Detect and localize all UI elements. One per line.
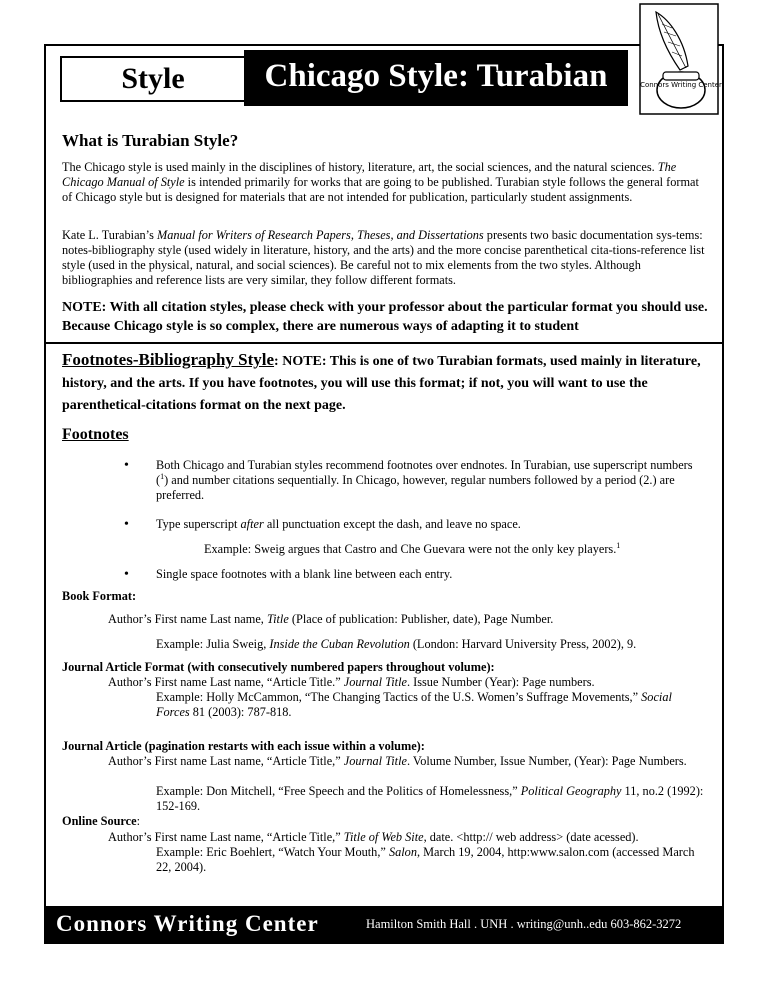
intro-heading: What is Turabian Style? — [62, 131, 239, 150]
style-label-box — [60, 56, 246, 102]
book-format-example: Example: Julia Sweig, Inside the Cuban Revolution (London: Harvard University Press, 2002), 9. — [156, 637, 637, 651]
book-format-pattern: Author’s First name Last name, Title (Place of publication: Publisher, date), Page Number. — [108, 612, 554, 626]
journal-consecutive-pattern: Author’s First name Last name, “Article Title.” Journal Title. Issue Number (Year): Page numbers. — [108, 675, 595, 689]
footnotes-list-2 — [134, 517, 704, 532]
intro-note: NOTE: With all citation styles, please check with your professor about the particular format you should use. Because Chicago style is so complex, there are numerous ways of adapting it to student — [62, 300, 708, 334]
footer-contact: Hamilton Smith Hall . UNH . writing@unh..edu 603-862-3272 — [366, 917, 682, 931]
fb-note: : NOTE: This is one of two Turabian formats, used mainly in literature, history, and the arts. If you have footnotes, you will use this format; if not, you will want to use the parenthetical-citations format on the next page. — [62, 354, 701, 413]
fb-section-title — [62, 349, 710, 417]
style-label: Style — [121, 62, 185, 95]
intro-paragraph-1: The Chicago style is used mainly in the disciplines of history, literature, art, the social sciences, and the natural sciences. The Chicago Manual of Style is intended primarily for works that are going to be published. Turabian style follows the general format of Chicago style but is designed for materials that are not intended for publication, particularly student assignments. — [62, 160, 699, 204]
footer-center-name: Connors Writing Center — [56, 911, 319, 936]
footnotes-list-1 — [134, 458, 704, 503]
footnote-example: Example: Sweig argues that Castro and Che Guevara were not the only key players.$^1$ — [204, 540, 621, 556]
title-banner — [244, 50, 628, 106]
journal-restart-example: Example: Don Mitchell, “Free Speech and the Politics of Homelessness,” Political Geography 11, no.2 (1992): 152-169. — [156, 784, 704, 813]
chicago-manual-title: The Chicago Manual of Style — [62, 160, 677, 189]
list-item: • Type superscript after all punctuation except the dash, and leave no space. — [134, 517, 704, 532]
quill-logo-icon — [636, 0, 722, 118]
online-source-pattern: Author’s First name Last name, “Article Title,” Title of Web Site, date. <http:// web address> (date acessed). — [108, 830, 639, 844]
section-divider — [44, 342, 724, 344]
book-format-label: Book Format: — [62, 589, 137, 603]
journal-restart-pattern: Author’s First name Last name, “Article Title,” Journal Title. Volume Number, Issue Number, (Year): Page Numbers. — [108, 754, 687, 768]
online-source-example: Example: Eric Boehlert, “Watch Your Mouth,” Salon, March 19, 2004, http:www.salon.com (accessed March 22, 2004). — [156, 845, 695, 874]
journal-consecutive-example: Example: Holly McCammon, “The Changing Tactics of the U.S. Women’s Suffrage Movements,” Social Forces 81 (2003): 787-818. — [156, 690, 672, 719]
turabian-manual-title: Manual for Writers of Research Papers, Theses, and Dissertations — [156, 228, 484, 242]
journal-restart-label: Journal Article (pagination restarts with each issue within a volume): — [62, 739, 425, 753]
footnotes-heading: Footnotes — [62, 426, 129, 443]
list-item: • Both Chicago and Turabian styles recommend footnotes over endnotes. In Turabian, use superscript numbers ($^1$) and number citations sequentially. In Chicago, however, regular numbers followed by a period (2.) are preferred. — [134, 458, 704, 503]
intro-paragraph-2: Kate L. Turabian’s Manual for Writers of Research Papers, Theses, and Dissertations presents two basic documentation sys-tems: notes-bibliography style (used widely in literature, history, and the arts) and the more concise parenthetical cita-tions-reference list style (used in the physical, natural, and social sciences). Be careful not to mix elements from the two styles. Although bibliographies and reference lists are very similar, they follow different formats. — [62, 228, 705, 287]
footnotes-list-3 — [134, 567, 704, 582]
online-source-label: Online Source: — [62, 814, 141, 828]
journal-consecutive-label: Journal Article Format (with consecutively numbered papers throughout volume): — [62, 660, 495, 674]
logo-text: Connors Writing Center — [640, 81, 722, 89]
fb-heading: Footnotes-Bibliography Style — [62, 350, 275, 369]
footer-bar — [44, 906, 724, 944]
page-title: Chicago Style: Turabian — [264, 58, 608, 94]
list-item: • Single space footnotes with a blank line between each entry. — [134, 567, 704, 582]
